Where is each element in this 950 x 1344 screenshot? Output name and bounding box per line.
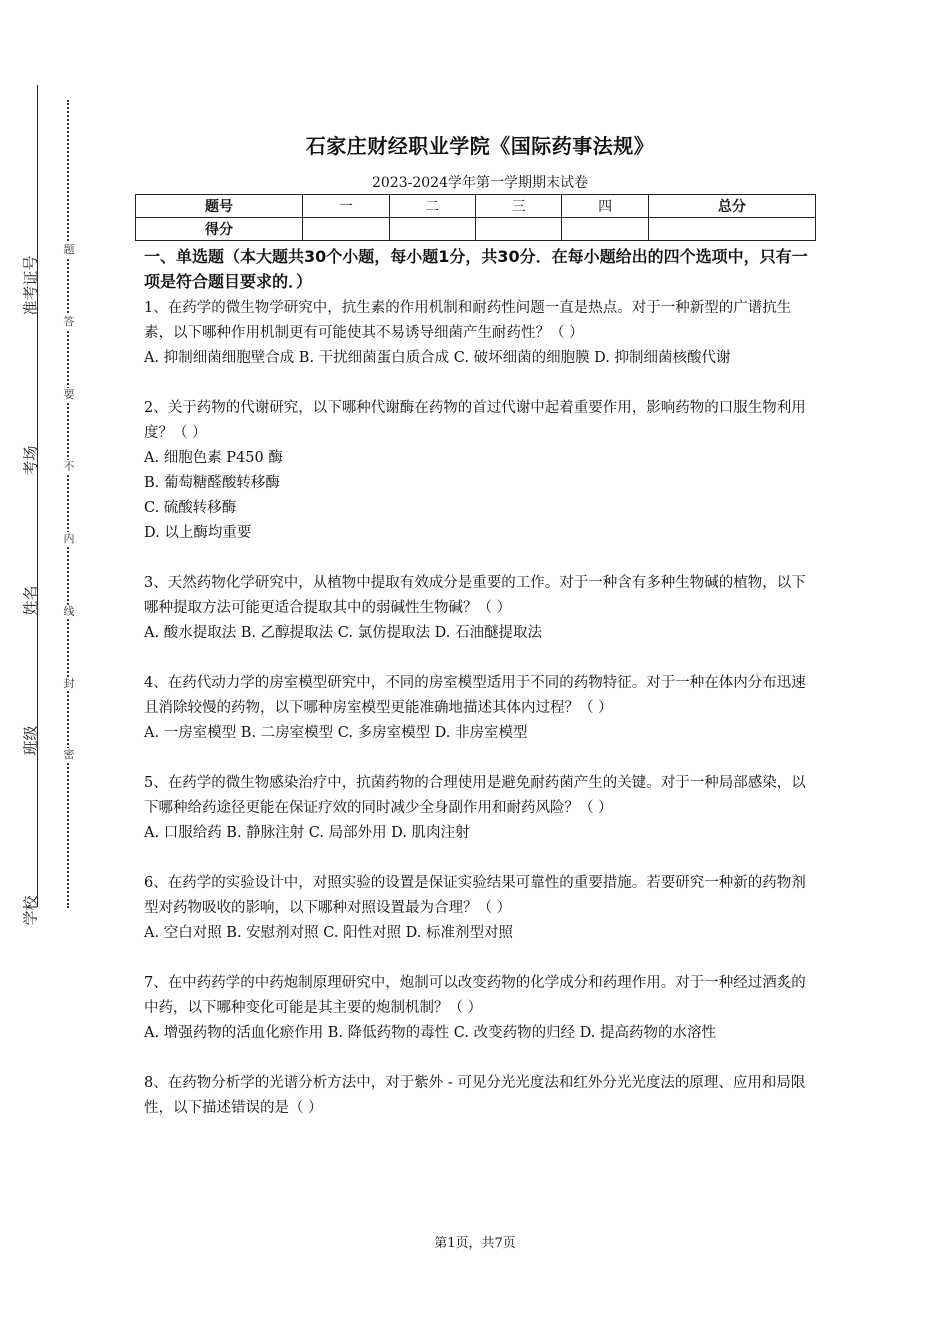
question-stem: 2、关于药物的代谢研究，以下哪种代谢酶在药物的首过代谢中起着重要作用，影响药物的口服生物利用度？（ ） [144, 400, 806, 441]
question-stem: 5、在药学的微生物感染治疗中，抗菌药物的合理使用是避免耐药菌产生的关键。对于一种局部感染，以下哪种给药途径更能在保证疗效的同时减少全身副作用和耐药风险？（ ） [144, 775, 806, 816]
score-table-header-row [136, 195, 816, 218]
question [144, 396, 812, 546]
question [144, 1071, 812, 1121]
seal-char: 内 [63, 532, 75, 545]
seal-char: 不 [63, 460, 75, 473]
question-options: A. 酸水提取法 B. 乙醇提取法 C. 氯仿提取法 D. 石油醚提取法 [144, 625, 543, 641]
score-cell: 一 [303, 195, 389, 218]
score-table [135, 194, 816, 241]
question-options: A. 增强药物的活血化瘀作用 B. 降低药物的毒性 C. 改变药物的归经 D. 提高药物的水溶性 [144, 1025, 717, 1041]
field-class: 班级 [21, 725, 40, 756]
question-stem: 6、在药学的实验设计中，对照实验的设置是保证实验结果可靠性的重要措施。若要研究一种新的药物剂型对药物吸收的影响，以下哪种对照设置最为合理？（ ） [144, 875, 806, 916]
exam-content [144, 244, 812, 1121]
question-option: B. 葡萄糖醛酸转移酶 [144, 475, 280, 491]
seal-char: 答 [63, 315, 75, 328]
question [144, 571, 812, 646]
exam-title: 石家庄财经职业学院《国际药事法规》 [305, 134, 655, 158]
seal-dotted-line [67, 100, 69, 908]
score-cell: 四 [562, 195, 648, 218]
question-option: A. 细胞色素 P450 酶 [144, 450, 283, 466]
score-cell [648, 218, 815, 241]
question-options: A. 一房室模型 B. 二房室模型 C. 多房室模型 D. 非房室模型 [144, 725, 528, 741]
score-cell [475, 218, 561, 241]
seal-char: 要 [63, 388, 75, 401]
seal-char: 线 [63, 605, 75, 618]
field-exam-id: 准考证号 [21, 255, 40, 316]
question-stem: 3、天然药物化学研究中，从植物中提取有效成分是重要的工作。对于一种含有多种生物碱的植物，以下哪种提取方法可能更适合提取其中的弱碱性生物碱？（ ） [144, 575, 806, 616]
question [144, 296, 812, 371]
score-cell: 得分 [136, 218, 303, 241]
question-option: C. 硫酸转移酶 [144, 500, 237, 516]
question-stem: 1、在药学的微生物学研究中，抗生素的作用机制和耐药性问题一直是热点。对于一种新型的广谱抗生素，以下哪种作用机制更有可能使其不易诱导细菌产生耐药性？（ ） [144, 300, 792, 341]
score-cell [389, 218, 475, 241]
question-stem: 8、在药物分析学的光谱分析方法中，对于紫外 - 可见分光光度法和红外分光光度法的原理、应用和局限性，以下描述错误的是（ ） [144, 1075, 806, 1116]
section-heading: 一、单选题（本大题共30个小题，每小题1分，共30分．在每小题给出的四个选项中，只有一项是符合题目要求的．） [144, 247, 808, 291]
score-cell [303, 218, 389, 241]
score-cell [562, 218, 648, 241]
question-stem: 4、在药代动力学的房室模型研究中，不同的房室模型适用于不同的药物特征。对于一种在体内分布迅速且消除较慢的药物，以下哪种房室模型更能准确地描述其体内过程？（ ） [144, 675, 806, 716]
question-options: A. 空白对照 B. 安慰剂对照 C. 阳性对照 D. 标准剂型对照 [144, 925, 514, 941]
binding-line [37, 85, 38, 907]
score-cell: 总分 [648, 195, 815, 218]
question-options: A. 口服给药 B. 静脉注射 C. 局部外用 D. 肌肉注射 [144, 825, 470, 841]
question [144, 771, 812, 846]
field-exam-room: 考场 [21, 445, 40, 476]
question [144, 671, 812, 746]
seal-char: 密 [63, 748, 75, 761]
score-cell: 题号 [136, 195, 303, 218]
question [144, 871, 812, 946]
question-option: D. 以上酶均重要 [144, 525, 252, 541]
score-cell: 二 [389, 195, 475, 218]
exam-subtitle: 2023-2024学年第一学期期末试卷 [372, 175, 588, 191]
question-stem: 7、在中药药学的中药炮制原理研究中，炮制可以改变药物的化学成分和药理作用。对于一种经过酒炙的中药，以下哪种变化可能是其主要的炮制机制？（ ） [144, 975, 806, 1016]
field-name: 姓名 [21, 585, 40, 616]
score-table-score-row [136, 218, 816, 241]
question [144, 971, 812, 1046]
field-school: 学校 [21, 895, 40, 926]
question-options: A. 抑制细菌细胞壁合成 B. 干扰细菌蛋白质合成 C. 破坏细菌的细胞膜 D. 抑制细菌核酸代谢 [144, 350, 731, 366]
seal-char: 封 [63, 677, 75, 690]
page-footer: 第1页，共7页 [434, 1236, 516, 1251]
score-cell: 三 [475, 195, 561, 218]
seal-char: 题 [63, 243, 75, 256]
